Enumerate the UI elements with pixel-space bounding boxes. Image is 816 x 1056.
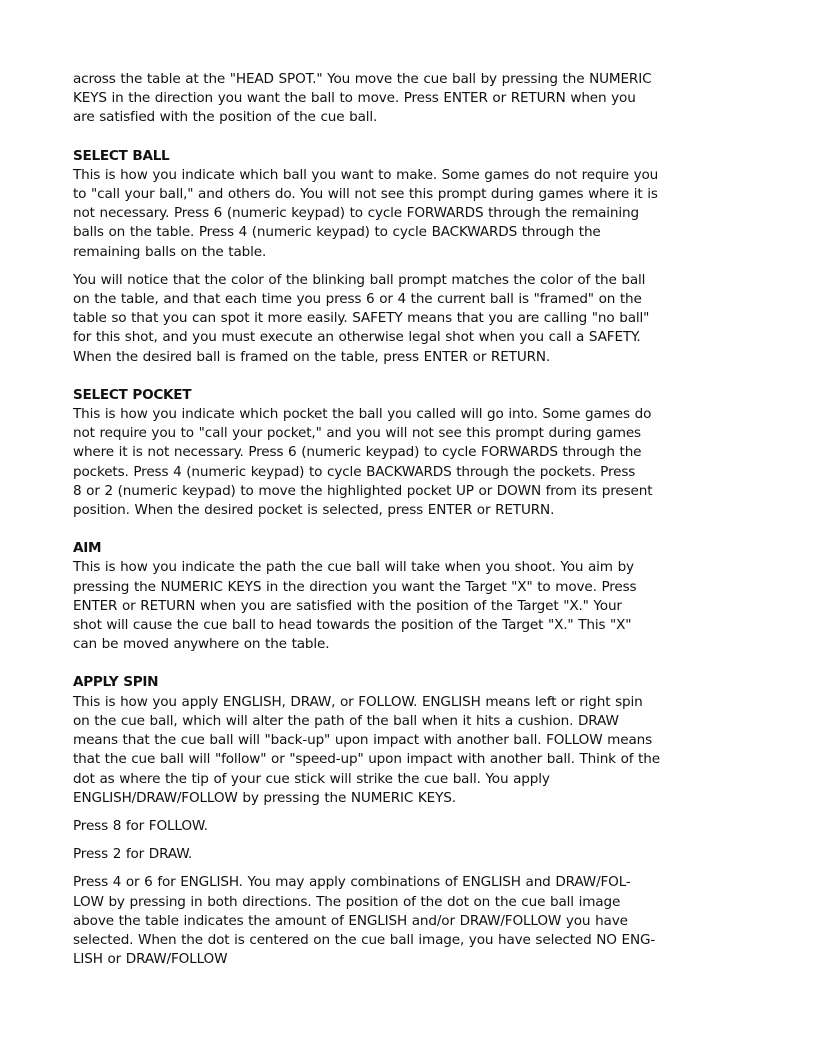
text-line: ENTER or RETURN when you are satisfied with the position of the Target "X." Your [73, 597, 622, 614]
text-line: selected. When the dot is centered on the cue ball image, you have selected NO ENG- [73, 931, 656, 948]
text-line: table so that you can spot it more easily. SAFETY means that you are calling "no ball" [73, 310, 650, 327]
section-heading: APPLY SPIN [73, 674, 159, 691]
text-line: balls on the table. Press 4 (numeric keypad) to cycle BACKWARDS through the [73, 224, 601, 241]
text-line: You will notice that the color of the blinking ball prompt matches the color of the ball [73, 271, 646, 288]
text-line: not require you to "call your pocket," and you will not see this prompt during games [73, 425, 641, 442]
text-line: Press 4 or 6 for ENGLISH. You may apply combinations of ENGLISH and DRAW/FOL- [73, 874, 631, 891]
text-line: pockets. Press 4 (numeric keypad) to cycle BACKWARDS through the pockets. Press [73, 463, 636, 480]
text-line: across the table at the "HEAD SPOT." You move the cue ball by pressing the NUMERIC [73, 71, 652, 87]
text-line: on the cue ball, which will alter the path of the ball when it hits a cushion. DRAW [73, 712, 619, 729]
text-line: Press 8 for FOLLOW. [73, 817, 208, 834]
text-line: where it is not necessary. Press 6 (numeric keypad) to cycle FORWARDS through the [73, 444, 642, 461]
text-line: on the table, and that each time you press 6 or 4 the current ball is "framed" on the [73, 291, 642, 308]
paragraph [73, 166, 753, 262]
text-line: remaining balls on the table. [73, 243, 267, 260]
text-line: to "call your ball," and others do. You will not see this prompt during games where it is [73, 186, 658, 203]
intro-paragraph [73, 70, 753, 128]
section-heading: SELECT BALL [73, 147, 170, 164]
text-line: means that the cue ball will "back-up" upon impact with another ball. FOLLOW means [73, 732, 653, 749]
text-line: pressing the NUMERIC KEYS in the direction you want the Target "X" to move. Press [73, 578, 637, 595]
text-line: When the desired ball is framed on the table, press ENTER or RETURN. [73, 348, 551, 365]
text-line: This is how you apply ENGLISH, DRAW, or FOLLOW. ENGLISH means left or right spin [73, 693, 643, 710]
text-line: This is how you indicate which ball you want to make. Some games do not require you [73, 166, 659, 183]
text-line: dot as where the tip of your cue stick will strike the cue ball. You apply [73, 770, 550, 787]
text-line: LOW by pressing in both directions. The position of the dot on the cue ball image [73, 893, 621, 910]
text-line: 8 or 2 (numeric keypad) to move the highlighted pocket UP or DOWN from its present [73, 482, 653, 499]
text-line: above the table indicates the amount of ENGLISH and/or DRAW/FOLLOW you have [73, 912, 628, 929]
text-line: LISH or DRAW/FOLLOW [73, 951, 228, 968]
text-line: This is how you indicate which pocket the ball you called will go into. Some games do [73, 406, 652, 423]
paragraph-follow [73, 817, 753, 836]
text-line: shot will cause the cue ball to head towards the position of the Target "X." This "X" [73, 617, 632, 634]
paragraph [73, 558, 753, 654]
section-heading: AIM [73, 540, 102, 557]
text-line: can be moved anywhere on the table. [73, 636, 330, 653]
text-line: not necessary. Press 6 (numeric keypad) to cycle FORWARDS through the remaining [73, 205, 639, 222]
text-line: that the cue ball will "follow" or "speed-up" upon impact with another ball. Think of the [73, 751, 660, 768]
paragraph [73, 271, 753, 367]
paragraph-draw [73, 845, 753, 864]
paragraph [73, 405, 753, 520]
section-heading: SELECT POCKET [73, 386, 192, 403]
text-line: for this shot, and you must execute an otherwise legal shot when you call a SAFETY. [73, 329, 641, 346]
manual-page [73, 70, 753, 969]
section-select-pocket [73, 386, 753, 520]
section-aim [73, 539, 753, 654]
text-line: are satisfied with the position of the cue ball. [73, 109, 378, 126]
section-apply-spin [73, 673, 753, 969]
text-line: ENGLISH/DRAW/FOLLOW by pressing the NUMERIC KEYS. [73, 789, 456, 806]
paragraph [73, 693, 753, 808]
text-line: This is how you indicate the path the cue ball will take when you shoot. You aim by [73, 559, 634, 576]
text-line: KEYS in the direction you want the ball to move. Press ENTER or RETURN when you [73, 90, 636, 107]
text-line: Press 2 for DRAW. [73, 846, 193, 863]
section-select-ball [73, 147, 753, 367]
text-line: position. When the desired pocket is selected, press ENTER or RETURN. [73, 502, 555, 519]
paragraph-english [73, 873, 753, 969]
